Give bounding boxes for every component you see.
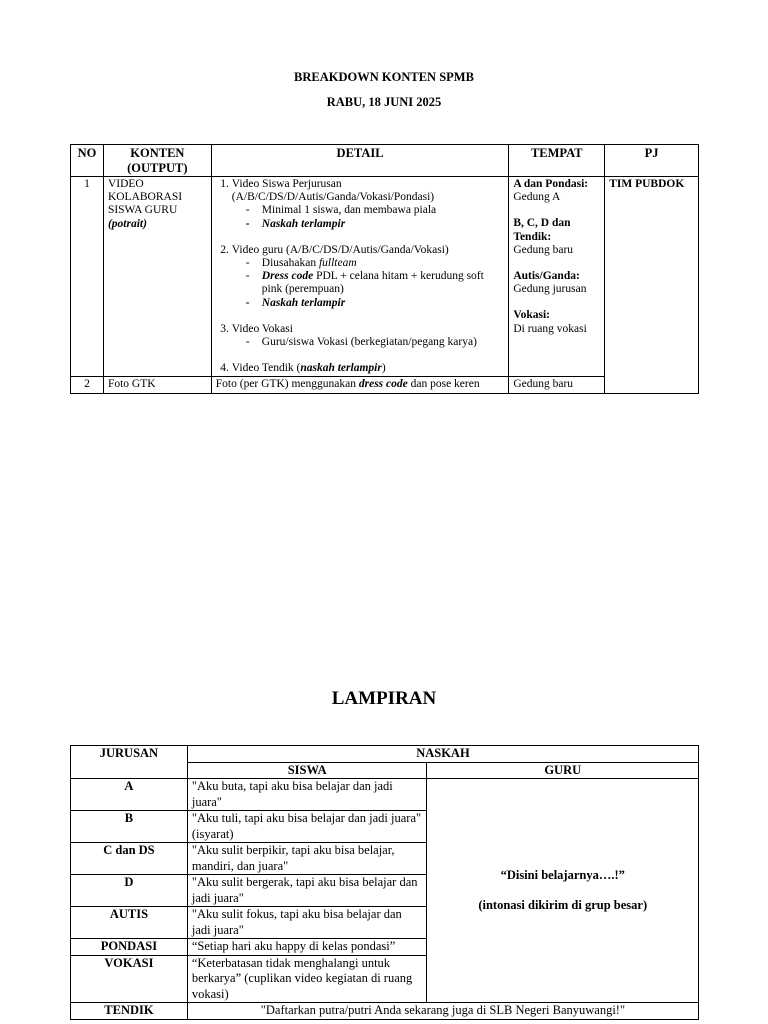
header-konten: KONTEN (OUTPUT) [103,145,211,177]
row-number: 2 [71,377,104,393]
tempat-value: Di ruang vokasi [513,322,587,335]
jurusan-cell: VOKASI [71,955,188,1003]
header-jurusan: JURUSAN [71,746,188,779]
header-tempat: TEMPAT [509,145,605,177]
jurusan-cell: C dan DS [71,843,188,875]
detail-subitem: - Naskah terlampir [246,218,505,231]
detail-cell [211,377,509,393]
guru-naskah: “Disini belajarnya….!” [500,867,625,882]
konten-cell [103,177,211,377]
header-siswa: SISWA [187,762,427,779]
header-no: NO [71,145,104,177]
detail-subitem: - Minimal 1 siswa, dan membawa piala [246,204,505,217]
lampiran-header-row [71,746,699,763]
konten-text: VIDEO KOLABORASI SISWA GURU [107,178,183,217]
siswa-cell: “Keterbatasan tidak menghalangi untuk berkarya” (cuplikan video kegiatan di ruang vokasi) [187,955,427,1003]
detail-item [232,362,505,375]
siswa-cell: "Aku tuli, tapi aku bisa belajar dan jadi juara" (isyarat) [187,811,427,843]
lampiran-heading: LAMPIRAN [331,688,437,709]
konten-note: (potrait) [107,217,147,230]
siswa-cell: "Aku sulit fokus, tapi aku bisa belajar dan jadi juara" [187,907,427,939]
siswa-cell: "Aku buta, tapi aku bisa belajar dan jadi juara" [187,779,427,811]
detail-item [232,244,505,310]
header-guru: GURU [427,762,699,779]
siswa-cell: "Aku sulit berpikir, tapi aku bisa belajar, mandiri, dan juara" [187,843,427,875]
jurusan-cell: AUTIS [71,907,188,939]
detail-subitem-text: Diusahakan [261,257,319,270]
tempat-label: B, C, D dan Tendik: [513,217,571,243]
detail-bold: dress code [358,378,408,391]
tempat-entry [513,178,600,204]
header-pj: PJ [605,145,699,177]
pj-cell: TIM PUBDOK [605,177,699,394]
row-number: 1 [71,177,104,377]
detail-subitem-emphasis: fullteam [318,257,357,270]
table-row [71,177,699,377]
detail-item-title: Video Tendik ( [231,362,301,375]
jurusan-cell: PONDASI [71,939,188,956]
detail-text: Foto (per GTK) menggunakan [215,378,359,391]
detail-item-title: Video Vokasi [231,322,293,335]
tendik-naskah-cell: "Daftarkan putra/putri Anda sekarang juga di SLB Negeri Banyuwangi!" [187,1003,698,1020]
header-detail: DETAIL [211,145,509,177]
tempat-value: Gedung jurusan [513,283,587,296]
jurusan-cell: D [71,875,188,907]
detail-item-title: Video Siswa Perjurusan (A/B/C/DS/D/Autis/Ganda/Vokasi/Pondasi) [231,178,435,204]
detail-subitem [246,270,505,296]
guru-note: (intonasi dikirim di grup besar) [478,898,648,912]
tempat-entry [513,270,600,296]
tempat-label: A dan Pondasi: [513,178,589,190]
detail-item-bold: naskah terlampir [300,362,382,375]
guru-cell [427,779,699,1003]
detail-subitem: - Guru/siswa Vokasi (berkegiatan/pegang karya) [246,336,505,349]
tempat-label: Vokasi: [513,309,550,322]
tempat-cell [509,177,605,377]
table-row [71,779,699,811]
tempat-label: Autis/Ganda: [513,270,580,283]
detail-item [232,323,505,349]
detail-item-title: Video guru (A/B/C/DS/D/Autis/Ganda/Vokasi) [231,243,449,256]
table-row [71,377,699,393]
header-naskah: NASKAH [187,746,698,763]
detail-text-end: dan pose keren [407,378,480,391]
tempat-value: Gedung baru [513,243,574,256]
konten-cell: Foto GTK [103,377,211,393]
detail-subitem [246,257,505,270]
jurusan-cell: TENDIK [71,1003,188,1020]
siswa-cell: "Aku sulit bergerak, tapi aku bisa belajar dan jadi juara" [187,875,427,907]
detail-list [216,178,505,375]
tempat-value: Gedung A [513,191,561,204]
detail-subitem-text: PDL + celana hitam + kerudung soft pink (perempuan) [261,270,484,296]
tempat-entry [513,217,600,257]
tempat-cell: Gedung baru [509,377,605,393]
lampiran-table [70,745,699,1020]
detail-cell [211,177,509,377]
detail-item [232,178,505,231]
tempat-entry [513,309,600,335]
detail-subitem: - Naskah terlampir [246,297,505,310]
table-row [71,1003,699,1020]
document-title: BREAKDOWN KONTEN SPMB [294,70,474,84]
breakdown-table [70,144,699,394]
document-date: RABU, 18 JUNI 2025 [326,95,442,109]
breakdown-header-row [71,145,699,177]
detail-item-title-end: ) [381,362,386,375]
detail-subitem-bold: Dress code [261,270,314,283]
siswa-cell: “Setiap hari aku happy di kelas pondasi” [187,939,427,956]
jurusan-cell: A [71,779,188,811]
jurusan-cell: B [71,811,188,843]
